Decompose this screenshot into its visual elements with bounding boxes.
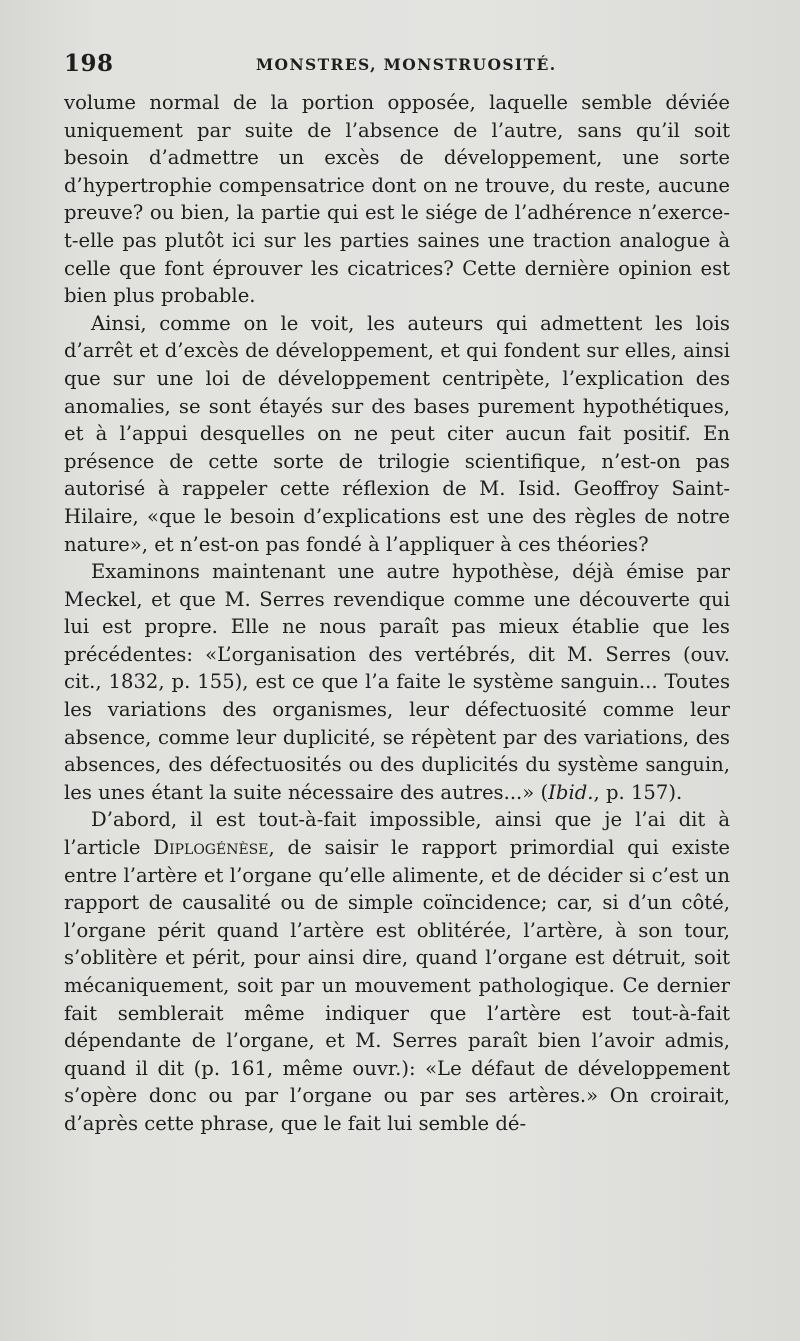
paragraph-3-end: , p. 157).: [593, 780, 683, 804]
paragraph-2: [64, 310, 730, 558]
paragraph-3-text: Examinons maintenant une autre hypothèse, déjà émise par Meckel, et que M. Serres revendique comme une découverte qui lui est propre. Elle ne nous paraît pas mieux établie que les précédentes: «L’organisation des vertébrés, dit M. Serres (ouv. cit., 1832, p. 155), est ce que l’a faite le système sanguin... Toutes les variations des organismes, leur défectuosité comme leur absence, comme leur duplicité, se répètent par des variations, des absences, des défectuosités ou des duplicités du système sanguin, les unes étant la suite nécessaire des autres...» (: [64, 560, 730, 804]
paragraph-4-start: D’abord, il est tout-à-fait impossible, ainsi que je l’ai dit à l’article: [64, 808, 730, 860]
paragraph-1: [64, 89, 730, 310]
paragraph-3: [64, 558, 730, 806]
article-reference: Diplogénèse: [153, 836, 269, 860]
paragraph-1-text: volume normal de la portion opposée, laquelle semble déviée uniquement par suite de l’absence de l’autre, sans qu’il soit besoin d’admettre un excès de développement, une sorte d’hypertrophie compensatrice dont on ne trouve, du reste, aucune preuve? ou bien, la partie qui est le siége de l’adhérence n’exerce-t-elle pas plutôt ici sur les parties saines une traction analogue à celle que font éprouver les cicatrices? Cette dernière opinion est bien plus probable.: [64, 91, 730, 308]
body-text: [64, 89, 730, 1138]
paragraph-4: [64, 806, 730, 1137]
paragraph-4-text: , de saisir le rapport primordial qui existe entre l’artère et l’organe qu’elle alimente, et de décider si c’est un rapport de causalité ou de simple coïncidence; car, si d’un côté, l’organe périt quand l’artère est oblitérée, l’artère, à son tour, s’oblitère et périt, pour ainsi dire, quand l’organe est détruit, soit mécaniquement, soit par un mouvement pathologique. Ce dernier fait semblerait même indiquer que l’artère est tout-à-fait dépendante de l’organe, et M. Serres paraît bien l’avoir admis, quand il dit (p. 161, même ouvr.): «Le défaut de développement s’opère donc ou par l’organe ou par ses artères.» On croirait, d’après cette phrase, que le fait lui semble dé-: [64, 836, 730, 1135]
page-number: 198: [64, 50, 114, 77]
running-head: [64, 50, 730, 84]
paragraph-2-text: Ainsi, comme on le voit, les auteurs qui admettent les lois d’arrêt et d’excès de développement, et qui fondent sur elles, ainsi que sur une loi de développement centripète, l’explication des anomalies, se sont étayés sur des bases purement hypothétiques, et à l’appui desquelles on ne peut citer aucun fait positif. En présence de cette sorte de trilogie scientifique, n’est-on pas autorisé à rappeler cette réflexion de M. Isid. Geoffroy Saint-Hilaire, «que le besoin d’explications est une des règles de notre nature», et n’est-on pas fondé à l’appliquer à ces théories?: [64, 311, 730, 556]
ibid-reference: Ibid.: [548, 780, 594, 804]
running-title: MONSTRES, MONSTRUOSITÉ.: [256, 55, 557, 74]
